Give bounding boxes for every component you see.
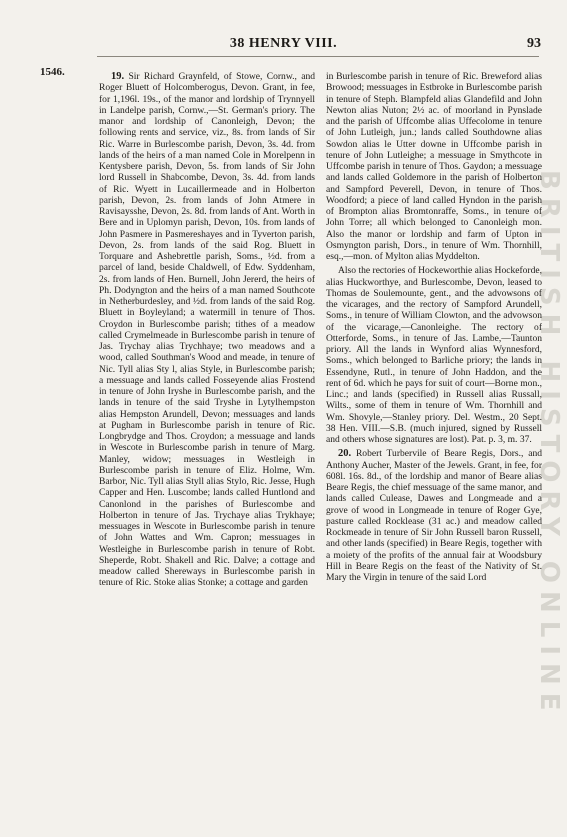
header-rule (97, 56, 539, 57)
entry-19-paragraph (99, 71, 315, 589)
entry-number: 20. (338, 448, 352, 460)
entry-number: 19. (111, 71, 125, 82)
page-number: 93 (527, 36, 541, 51)
watermark: BRITISH HISTORY ONLINE (534, 170, 564, 719)
right-column (326, 71, 542, 829)
entry-19-continuation: in Burlescombe parish in tenure of Ric. Breweford alias Browood; messuages in Estbroke in Burlescombe parish in tenure of Steph. Blampfeld alias Glandefild and John Newton alias Nuton; 2½ ac. of moorland in Pynslade and the parish of Uffcombe alias Uffecolome in tenure of John Lutleigh, jun.; lands called Southdowne alias Sowdon alias le Utter downe in Uffcombe parish in tenure of John Lutleighe; a messuage in Smythcote in Uffcombe parish in tenure of Thos. Gaydon; a messuage and lands called Goldemore in the parish of Holberton and Sampford Peverell, Devon, in tenure of Thos. Woodford; a piece of land called Hyndon in the parish of Brompton alias Bromtonraffe, Soms., in tenure of John Torre; all which belonged to Canonleigh mon. Also the manor or lordship and farm of Upton in Osmyngton parish, Dors., in tenure of Wm. Thornhill, esq.,—mon. of Mylton alias Myddelton. (326, 71, 542, 262)
entry-19-continuation-2: Also the rectories of Hockeworthie alias Hockeforde, alias Huckworthye, and Burlescombe, Devon, leased to Thomas de Soulemounte, gent., and the advowsons of the vicarages, and the rectory of Sampford Arundell, Soms., in tenure of William Clowton, and the advowson of the vicarage,—Canonleighe. The rectory of Otterforde, Soms., in tenure of Jas. Lambe,—Taunton priory. All the lands in Wynford alias Wynnesford, Soms., which belonged to Barliche priory; the lands in Essendyne, Rutl., in tenure of John Haddon, and the rent of 6d. which he pays for suit of court—Borne mon., Linc.; and lands (specified) in Russell alias Russall, Wilts., some of them in tenure of Wm. Thornhill and Wm. Shovyle,—Stanley priory. Del. Westm., 20 Sept. 38 Hen. VIII.—S.B. (much injured, signed by Russell and others whose signatures are lost). Pat. p. 3, m. 37. (326, 265, 542, 445)
entry-19-text: Sir Richard Graynfeld, of Stowe, Cornw., and Roger Bluett of Holcomberogus, Devon. Grant, in fee, for 1,196l. 19s., of the manor and lordship of Trynnyell in Landelpe parish, Cornw.,—St. German's priory. The manor and lordship of Canonleigh, Devon; the following rents and service, viz., 8s. from lands of Sir Ric. Warre in Burlescombe parish, Devon, 3s. 4d. from lands of the heirs of a man named Cole in Morelpenn in Kentysbere parish, Devon, 5s. from lands of Sir John lord Russell in Shabcombe, Devon, 3s. 4d. from lands of Ric. Wyett in Lucaillermeade and in Holberton parish, Devon, 2s. from lands of John Atmere in Ravisaysshe, Devon, 2s. 8d. from lands of Ant. Worth in Bere and in Uplomyn parish, Devon, 10s. from lands of John Pasmere in Pasmereshayes and in Tyverton parish, Devon, 2s. from lands of the said Rog. Bluett in Torquare and Ashebrettle parish, Soms., ½d. from a parcel of land, beside Chaldwell, of Edw. Syddenham, 2s. from lands of Hen. Burnell, John Jererd, the heirs of Ph. Dodyngton and the heirs of a man named Southcote in Netherburdesley, and ½d. from lands of the said Rog. Bluett in Boyleyland; a watermill in tenure of Thos. Croydon in Burlescombe parish; tithes of a meadow called Crymelmeade in Burlescombe parish in tenure of Jas. Trychay alias Trychhaye; two meadows and a wood, called Southman's Wood and meade, in tenure of Nic. Tyll alias Sty l, alias Style, in Burlescombe parish; a messuage and lands called Fosseyende alias Frostend in tenure of John Iryshe in Burlescombe parish, and the lands in tenure of the said Tryshe in Lytylhempston alias Hempston Arundell, Devon; messuages and lands at Pugham in Burlescombe parish in tenure of Ric. Longbrydge and Thos. Croydon; a messuage and lands in Wescote in Burlescombe parish in tenure of Marg. Manley, widow; messuages in Westleigh in Burlescombe parish in tenure of Eliz. Holme, Wm. Barbor, Nic. Tyll alias Styll alias Stylo, Ric. Jesse, Hugh Capper and Hen. Luscombe; lands called Huntlond and Canonlond in the parishes of Burlescombe and Holberton in tenure of Jas. Trychaye alias Trykhaye; messuages in Wescote in Burlescombe parish in tenure of John Wattes and Wm. Capron; messuages in Westleighe in Burlescombe parish in tenure of Robt. Sheperde, Robt. Shakell and Ric. Dalve; a cottage and meadow called Shereways in Burlescombe parish in tenure of Ric. Stoke alias Stonke; a cottage and garden (99, 71, 315, 589)
running-title: 38 HENRY VIII. (229, 36, 338, 51)
entry-20-paragraph (326, 448, 542, 583)
year-margin-note: 1546. (40, 66, 65, 78)
left-column (99, 71, 315, 829)
entry-20-text: Robert Turbervile of Beare Regis, Dors., and Anthony Aucher, Master of the Jewels. Grant, in fee, for 608l. 16s. 8d., of the lordship and manor of Beare alias Beare Regis, the chief messuage of the same manor, and lands called Culease, Dawes and Longmeade and a grove of wood in Longmeade in tenure of Roger Gye, pasture called Rocklease (31 ac.) and meadow called Rockmeade in tenure of Sir John Russell baron Russell, and other lands (specified) in Beare Regis, together with a moiety of the profits of the annual fair at Woodsbury Hill in Beare Regis on the feast of the Nativity of St. Mary the Virgin in tenure of the said Lord (326, 448, 542, 583)
